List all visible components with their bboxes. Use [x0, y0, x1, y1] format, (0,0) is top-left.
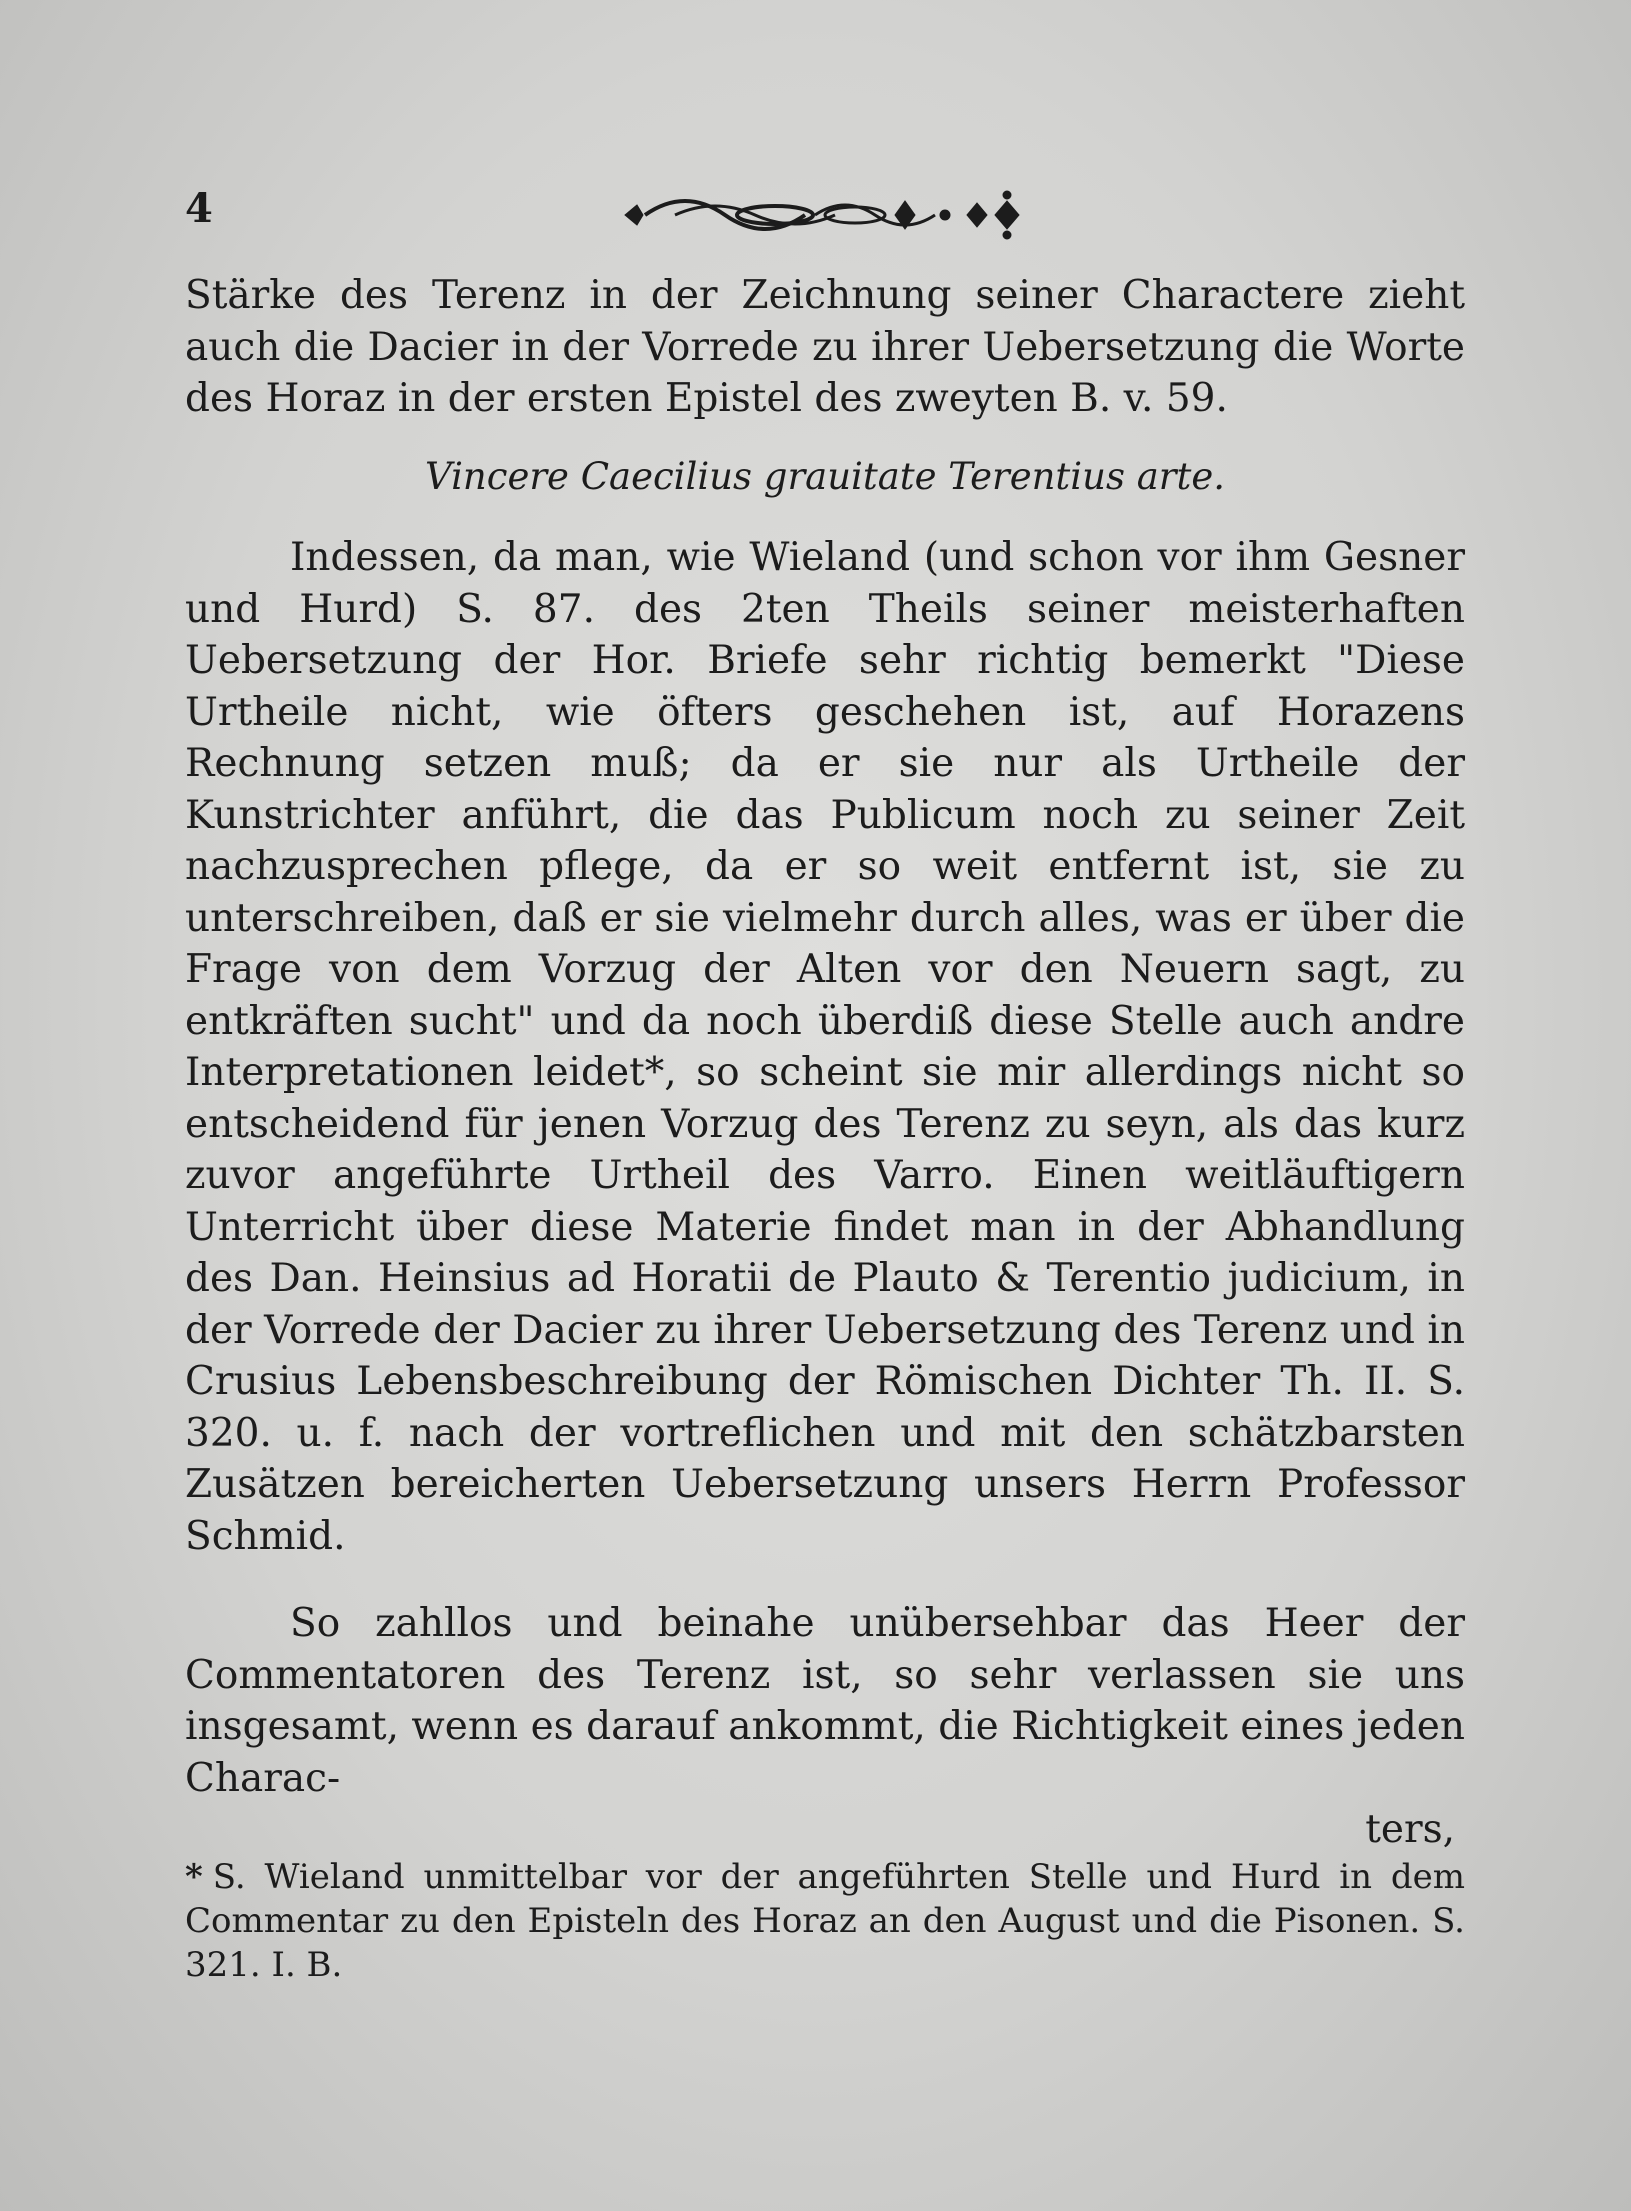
footnote	[185, 1855, 1465, 1987]
page-number: 4	[185, 185, 213, 232]
catchword: ters,	[1365, 1807, 1455, 1852]
page-header	[185, 185, 1465, 245]
footnote-mark: *	[185, 1857, 203, 1897]
paragraph-2: Indessen, da man, wie Wieland (und schon vor ihm Gesner und Hurd) S. 87. des 2ten Theils seiner meisterhaften Uebersetzung der Hor. Briefe sehr richtig bemerkt "Diese Urtheile nicht, wie öfters geschehen ist, auf Horazens Rechnung setzen muß; da er sie nur als Urtheile der Kunstrichter anführt, die das Publicum noch zu seiner Zeit nachzusprechen pflege, da er so weit entfernt ist, sie zu unterschreiben, daß er sie vielmehr durch alles, was er über die Frage von dem Vorzug der Alten vor den Neuern sagt, zu entkräften sucht" und da noch überdiß diese Stelle auch andre Interpretationen leidet*, so scheint sie mir allerdings nicht so entscheidend für jenen Vorzug des Terenz zu seyn, als das kurz zuvor angeführte Urtheil des Varro. Einen weitläuftigern Unterricht über diese Materie findet man in der Abhandlung des Dan. Heinsius ad Horatii de Plauto & Terentio judicium, in der Vorrede der Dacier zu ihrer Uebersetzung des Terenz und in Crusius Lebensbeschreibung der Römischen Dichter Th. II. S. 320. u. f. nach der vortreflichen und mit den schätzbarsten Zusätzen bereicherten Uebersetzung unsers Herrn Professor Schmid.	[185, 535, 1465, 1559]
main-text	[185, 270, 1465, 1856]
latin-quotation: Vincere Caecilius grauitate Terentius arte.	[425, 454, 1225, 498]
paragraph-3: So zahllos und beinahe unübersehbar das Heer der Commentatoren des Terenz ist, so sehr verlassen sie uns insgesamt, wenn es darauf ankommt, die Richtigkeit eines jeden Charac-	[185, 1601, 1465, 1801]
paragraph-1: Stärke des Terenz in der Zeichnung seiner Charactere zieht auch die Dacier in der Vorrede zu ihrer Uebersetzung die Worte des Horaz in der ersten Epistel des zweyten B. v. 59.	[185, 273, 1465, 421]
footnote-text: S. Wieland unmittelbar vor der angeführten Stelle und Hurd in dem Commentar zu den Episteln des Horaz an den August und die Pisonen. S. 321. I. B.	[185, 1857, 1465, 1985]
ornament-vignette	[615, 185, 1035, 245]
